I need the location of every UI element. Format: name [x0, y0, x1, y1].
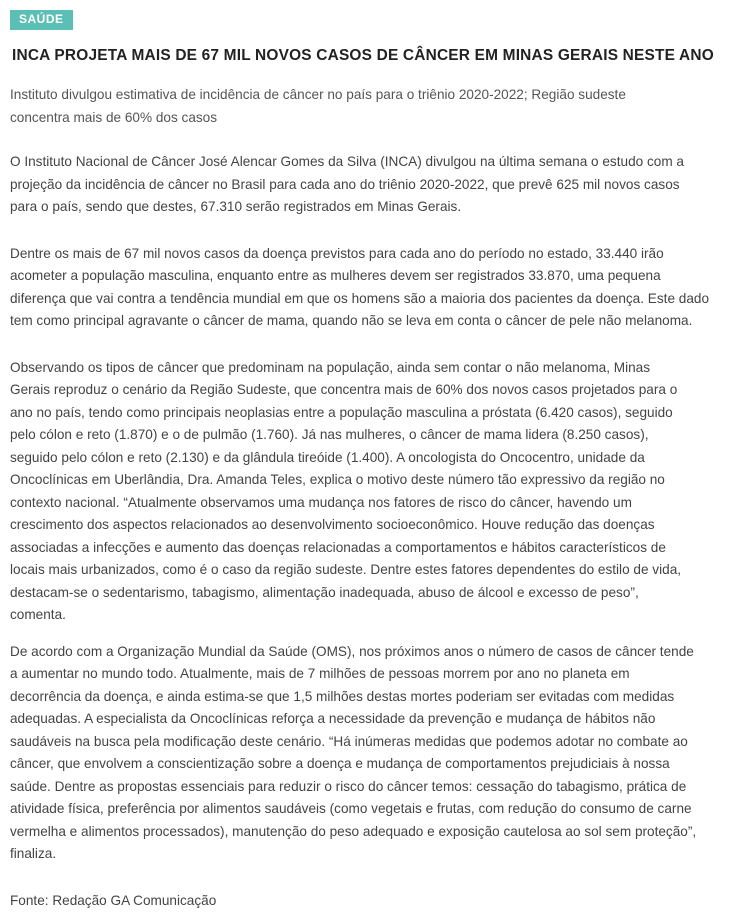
category-badge[interactable]: SAÚDE [10, 10, 73, 30]
article-paragraph: De acordo com a Organização Mundial da Saúde (OMS), nos próximos anos o número de casos de câncer tende a aumentar no mundo todo. Atualmente, mais de 7 milhões de pessoas morrem por ano no planeta em decorrência da doença, e ainda estima-se que 1,5 milhões destas mortes poderiam ser evitadas com medidas adequadas. A especialista da Oncoclínicas reforça a necessidade da prevenção e mudança de hábitos não saudáveis na busca pela modificação deste cenário. “Há inúmeras medidas que podemos adotar no combate ao câncer, que envolvem a conscientização sobre a doença e mudança de comportamentos prejudiciais à nossa saúde. Dentre as propostas essenciais para reduzir o risco do câncer temos: cessação do tabagismo, prática de atividade física, preferência por alimentos saudáveis (como vegetais e frutas, com redução do consumo de carne vermelha e alimentos processados), manutenção do peso adequado e exposição cautelosa ao sol sem proteção”, finaliza. [10, 643, 697, 861]
article-headline: INCA PROJETA MAIS DE 67 MIL NOVOS CASOS DE CÂNCER EM MINAS GERAIS NESTE ANO [12, 47, 714, 64]
article-paragraph: Dentre os mais de 67 mil novos casos da doença previstos para cada ano do período no estado, 33.440 irão acometer a população masculina, enquanto entre as mulheres devem ser registrados 33.870, uma pequena diferença que vai contra a tendência mundial em que os homens são a maioria dos pacientes da doença. Este dado tem como principal agravante o câncer de mama, quando não se leva em conta o câncer de pele não melanoma. [10, 245, 710, 328]
article-paragraph: Observando os tipos de câncer que predominam na população, ainda sem contar o não melanoma, Minas Gerais reproduz o cenário da Região Sudeste, que concentra mais de 60% dos novos casos projetados para o ano no país, tendo como principais neoplasias entre a população masculina a próstata (6.420 casos), seguido pelo cólon e reto (1.870) e o de pulmão (1.760). Já nas mulheres, o câncer de mama lidera (8.250 casos), seguido pelo cólon e reto (2.130) e da glândula tireóide (1.400). A oncologista do Oncocentro, unidade da Oncoclínicas em Uberlândia, Dra. Amanda Teles, explica o motivo deste número tão expressivo da região no contexto nacional. “Atualmente observamos uma mudança nos fatores de risco do câncer, havendo um crescimento dos aspectos relacionados ao desenvolvimento socioeconômico. Houve redução das doenças associadas a infecções e aumento das doenças relacionadas a comportamentos e hábitos característicos de locais mais urbanizados, como é o caso da região sudeste. Dentre estes fatores dependentes do estilo de vida, destacam-se o sedentarismo, tabagismo, alimentação inadequada, abuso de álcool e excesso de peso”, comenta. [10, 359, 682, 622]
article-source: Fonte: Redação GA Comunicação [10, 892, 217, 908]
article-paragraph: O Instituto Nacional de Câncer José Alencar Gomes da Silva (INCA) divulgou na última semana o estudo com a projeção da incidência de câncer no Brasil para cada ano do triênio 2020-2022, que prevê 625 mil novos casos para o país, sendo que destes, 67.310 serão registrados em Minas Gerais. [10, 154, 684, 214]
news-article [10, 10, 714, 912]
article-subtitle: Instituto divulgou estimativa de incidência de câncer no país para o triênio 2020-2022; Região sudeste concentra mais de 60% dos casos [10, 87, 626, 125]
